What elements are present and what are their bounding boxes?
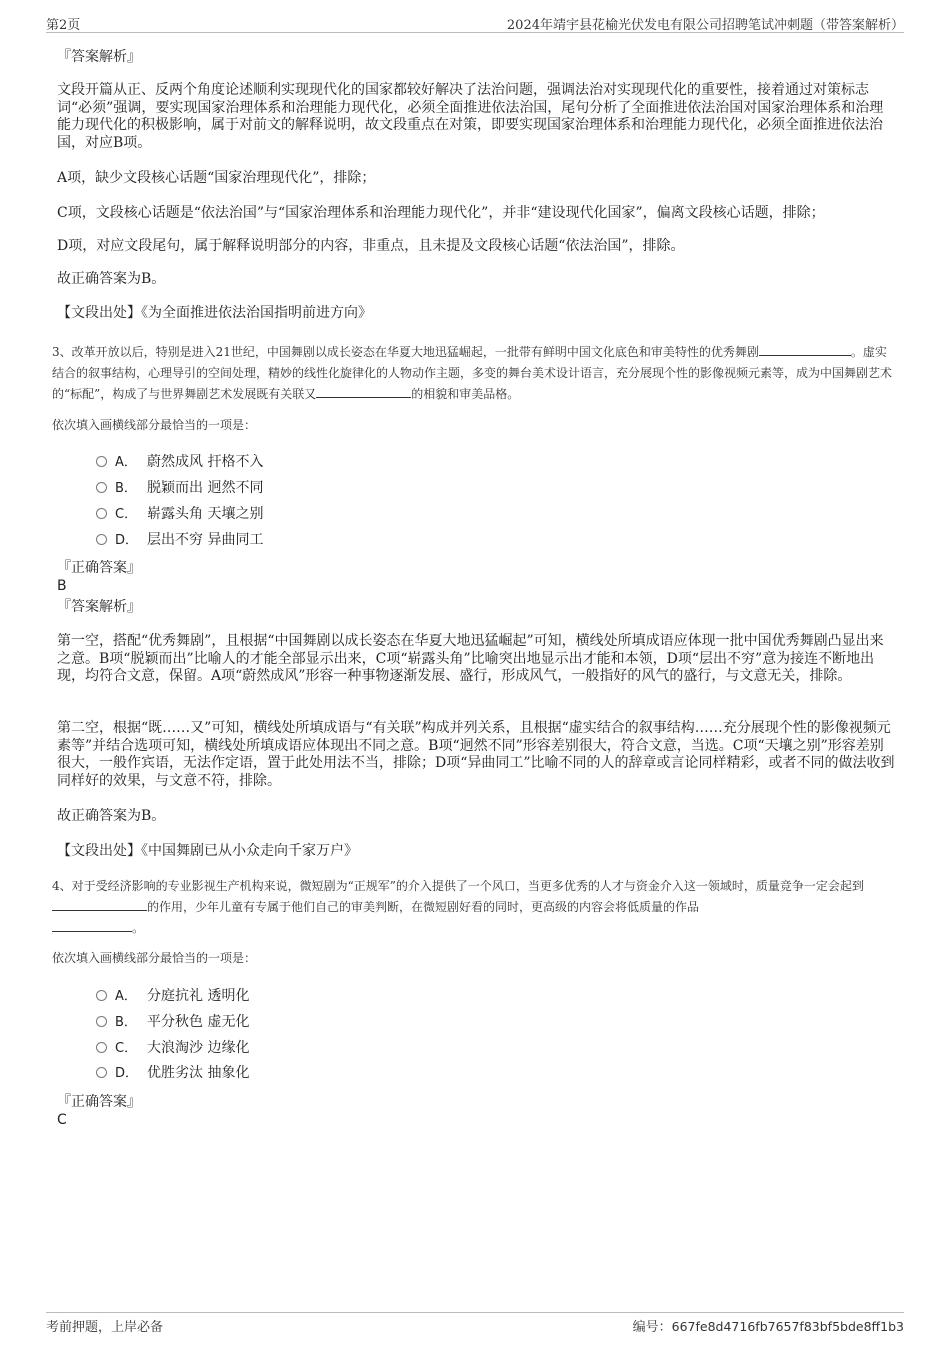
analysis-option-c: C项，文段核心话题是“依法治国”与“国家治理体系和治理能力现代化”，并非“建设现代化国家”，偏离文段核心话题，排除； [57,205,825,221]
source: 【文段出处】《为全面推进依法治国指明前进方向》 [57,305,372,321]
source: 【文段出处】《中国舞剧已从小众走向千家万户》 [57,843,358,859]
radio-icon[interactable] [96,482,107,493]
document-title: 2024年靖宇县花榆光伏发电有限公司招聘笔试冲刺题（带答案解析） [506,18,904,33]
answer-label: 『正确答案』 [57,560,141,576]
analysis-label: 『答案解析』 [57,49,141,65]
analysis-label: 『答案解析』 [57,599,141,615]
answer-blank [759,342,851,356]
q3-option-d[interactable]: D． 层出不穷 异曲同工 [96,530,263,550]
q4-option-d[interactable]: D． 优胜劣汰 抽象化 [96,1063,249,1083]
correct-answer: B [57,578,67,594]
analysis-option-a: A项，缺少文段核心话题“国家治理现代化”，排除； [57,170,376,186]
radio-icon[interactable] [96,534,107,545]
radio-icon[interactable] [96,508,107,519]
answer-blank [52,918,132,932]
radio-icon[interactable] [96,456,107,467]
document-code: 编号：667fe8d4716fb7657f83bf5bde8ff1b3 [632,1319,904,1335]
question-3-stem: 3、改革开放以后，特别是进入21世纪，中国舞剧以成长姿态在华夏大地迅猛崛起，一批带有鲜明中国文化底色和审美特性的优秀舞剧 。虚实结合的叙事结构，心理导引的空间处理，精妙的线性化旋律化的人物动作主题，多变的舞台美术设计语言，充分展现个性的影像视频元素等，成为中国舞剧艺术的“标配”，构成了与世界舞剧艺术发展既有关联又 的相貌和审美品格。 [52,342,897,405]
radio-icon[interactable] [96,1042,107,1053]
answer-label: 『正确答案』 [57,1094,141,1110]
page-number: 第2页 [46,18,81,33]
page-footer [46,1312,904,1335]
q4-option-c[interactable]: C． 大浪淘沙 边缘化 [96,1038,249,1058]
q3-option-c[interactable]: C． 崭露头角 天壤之别 [96,504,263,524]
answer-blank [52,897,147,911]
conclusion: 故正确答案为B。 [57,808,166,824]
question-4-stem: 4、对于受经济影响的专业影视生产机构来说，微短剧为“正规军”的介入提供了一个风口，当更多优秀的人才与资金介入这一领域时，质量竞争一定会起到的作用，少年儿童有专属于他们自己的审美判断，在微短剧好看的同时，更高级的内容会将低质量的作品 。 [52,879,864,935]
analysis-paragraph-2: 第二空，根据“既……又”可知，横线处所填成语与“有关联”构成并列关系，且根据“虚实结合的叙事结构……充分展现个性的影像视频元素等”并结合选项可知，横线处所填成语应体现出不同之意。B项“迥然不同”形容差别很大，符合文意，当选。C项“天壤之别”形容差别很大，一般作宾语，无法作定语，置于此处用法不当，排除；D项“异曲同工”比喻不同的人的辞章或言论同样精彩，或者不同的做法收到同样好的效果，与文意不符，排除。 [57,720,895,789]
question-4-instruction: 依次填入画横线部分最恰当的一项是： [52,951,257,965]
footer-slogan: 考前押题，上岸必备 [46,1320,164,1335]
analysis-paragraph: 文段开篇从正、反两个角度论述顺利实现现代化的国家都较好解决了法治问题，强调法治对实现现代化的重要性，接着通过对策标志词“必须”强调，要实现国家治理体系和治理能力现代化，必须全面推进依法治国，尾句分析了全面推进依法治国对国家治理体系和治理能力现代化的积极影响，属于对前文的解释说明，故文段重点在对策，即要实现国家治理体系和治理能力现代化，必须全面推进依法治国，对应B项。 [57,82,884,151]
page-header [46,14,904,33]
correct-answer: C [57,1112,67,1128]
radio-icon[interactable] [96,1067,107,1078]
question-3-instruction: 依次填入画横线部分最恰当的一项是： [52,418,257,432]
q3-option-a[interactable]: A． 蔚然成风 扞格不入 [96,452,263,472]
q4-option-b[interactable]: B． 平分秋色 虚无化 [96,1012,249,1032]
q3-option-b[interactable]: B． 脱颖而出 迥然不同 [96,478,263,498]
q4-option-a[interactable]: A． 分庭抗礼 透明化 [96,986,249,1006]
analysis-paragraph-1: 第一空，搭配“优秀舞剧”，且根据“中国舞剧以成长姿态在华夏大地迅猛崛起”可知，横线处所填成语应体现一批中国优秀舞剧凸显出来之意。B项“脱颖而出”比喻人的才能全部显示出来，C项“崭露头角”比喻突出地显示出才能和本领，D项“层出不穷”意为接连不断地出现，均符合文意，保留。A项“蔚然成风”形容一种事物逐渐发展、盛行，形成风气，一般指好的风气的盛行，与文意无关，排除。 [57,633,884,684]
radio-icon[interactable] [96,1016,107,1027]
radio-icon[interactable] [96,990,107,1001]
answer-blank [316,384,411,398]
analysis-option-d: D项，对应文段尾句，属于解释说明部分的内容，非重点，且未提及文段核心话题“依法治国”，排除。 [57,238,685,254]
conclusion: 故正确答案为B。 [57,271,166,287]
